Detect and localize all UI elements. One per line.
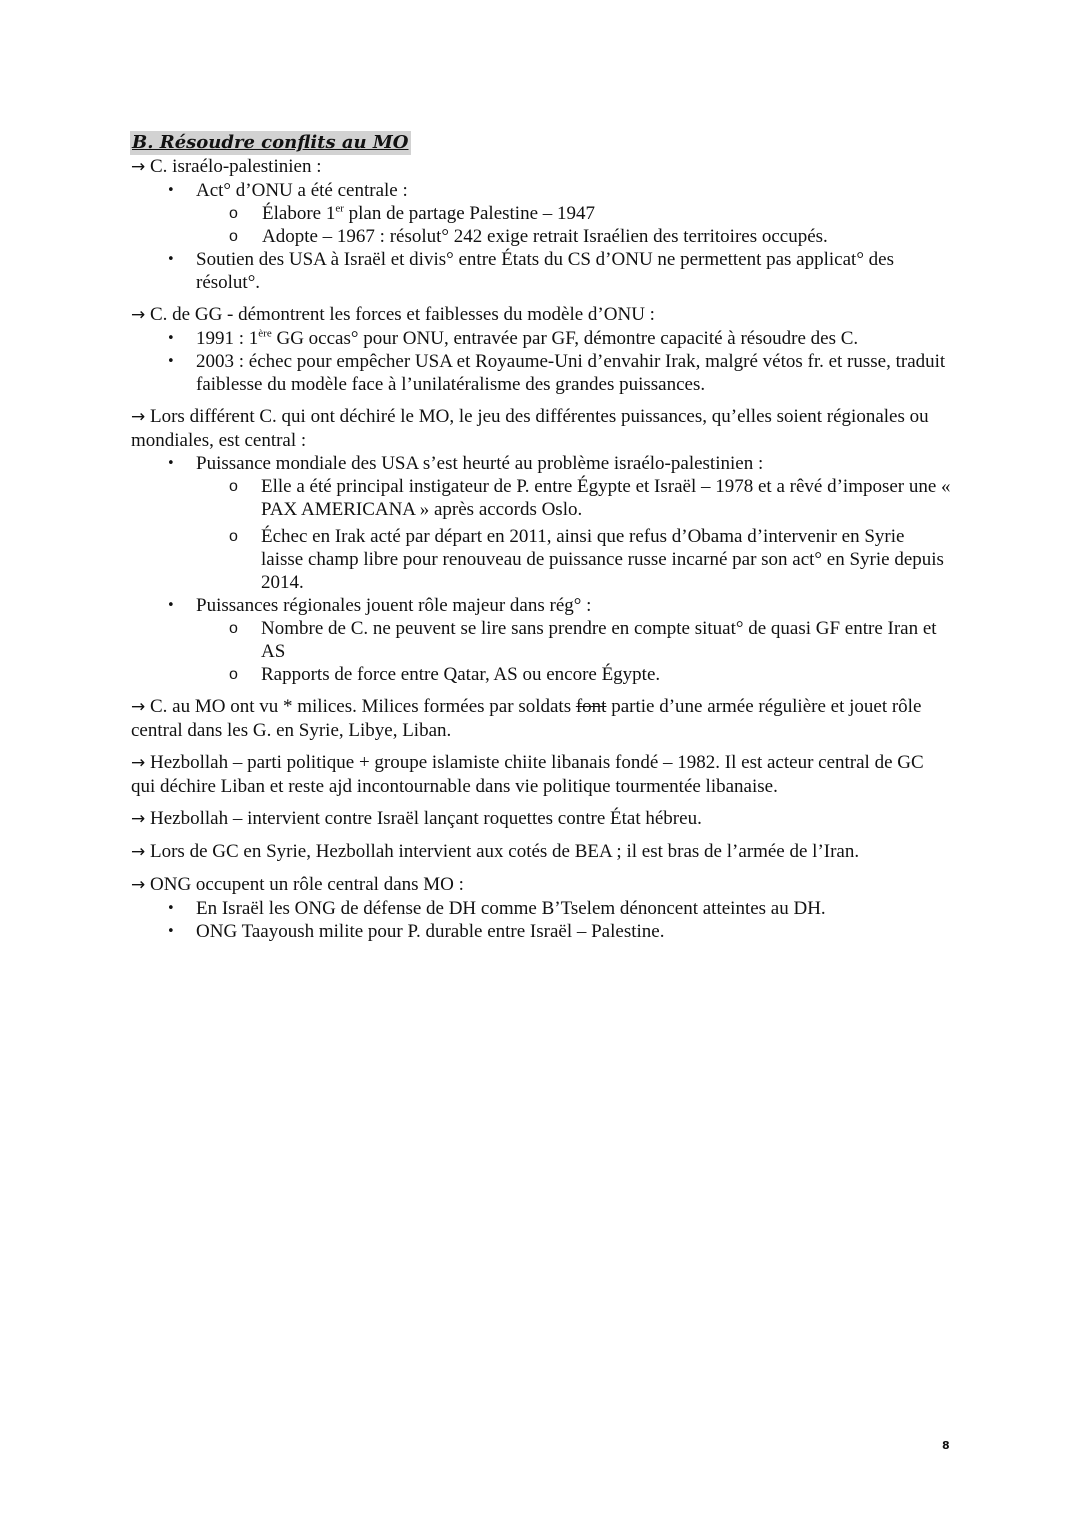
block-intro: → ONG occupent un rôle central dans MO :: [131, 874, 464, 895]
block-israeli-palestinian: [131, 155, 951, 294]
bullet-icon: •: [167, 331, 175, 346]
sub-bullet-icon: o: [229, 620, 238, 637]
sub-bullet-icon: o: [229, 205, 238, 222]
arrow-icon: →: [131, 157, 146, 177]
sub-list: [196, 617, 951, 686]
block-powers: [131, 405, 951, 686]
list-item: • Puissance mondiale des USA s’est heurté au problème israélo-palestinien : o Elle a été principal instigateur de P. entre Égypte et Israël – 1978 et a rêvé d’imposer une « PAX AMERICANA » après accords Oslo. o Échec en Irak acté par départ en 2011, ainsi que refus d’Obama d’intervenir en Syrie laisse champ libre pour renouveau de puissance russe incarné par son act° en Syrie depuis 2014.: [167, 453, 951, 593]
bullet-list: [131, 452, 951, 686]
sub-list-item: o Échec en Irak acté par départ en 2011, ainsi que refus d’Obama d’intervenir en Syrie laisse champ libre pour renouveau de puissance russe incarné par son act° en Syrie depuis 2014.: [229, 526, 944, 593]
bullet-icon: •: [167, 183, 175, 198]
sub-list-item: o Elle a été principal instigateur de P. entre Égypte et Israël – 1978 et a rêvé d’imposer une « PAX AMERICANA » après accords Oslo.: [229, 476, 951, 520]
block-militias: → C. au MO ont vu * milices. Milices formées par soldats font partie d’une armée régulière et jouet rôle central dans les G. en Syrie, Libye, Liban.: [131, 696, 922, 741]
sub-list-item: o Nombre de C. ne peuvent se lire sans prendre en compte situat° de quasi GF entre Iran et AS: [229, 618, 937, 662]
bullet-icon: •: [167, 924, 175, 939]
arrow-icon: →: [131, 697, 146, 717]
section-heading: B. Résoudre conflits au MO: [132, 132, 409, 153]
block-intro: → C. israélo-palestinien :: [131, 156, 322, 177]
arrow-icon: →: [131, 305, 146, 325]
block-hezbollah-syria: → Lors de GC en Syrie, Hezbollah intervient aux cotés de BEA ; il est bras de l’armée de l’Iran.: [131, 841, 860, 862]
section-heading-wrap: [131, 131, 951, 155]
list-item: • 2003 : échec pour empêcher USA et Royaume-Uni d’envahir Irak, malgré vétos fr. et russe, traduit faiblesse du modèle face à l’unilatéralisme des grandes puissances.: [167, 351, 946, 395]
block-gulf-wars: [131, 303, 951, 396]
struck-word: font: [575, 696, 607, 717]
sub-list-item: o Élabore 1er plan de partage Palestine – 1947: [229, 202, 596, 224]
block-hezbollah-israel: → Hezbollah – intervient contre Israël lançant roquettes contre État hébreu.: [131, 808, 702, 829]
bullet-icon: •: [167, 354, 175, 369]
list-item: • ONG Taayoush milite pour P. durable entre Israël – Palestine.: [167, 921, 665, 942]
block-hezbollah: → Hezbollah – parti politique + groupe islamiste chiite libanais fondé – 1982. Il est acteur central de GC qui déchire Liban et reste ajd incontournable dans vie politique tourmentée libanaise.: [131, 752, 924, 797]
bullet-icon: •: [167, 901, 175, 916]
list-item: • Puissances régionales jouent rôle majeur dans rég° : o Nombre de C. ne peuvent se lire sans prendre en compte situat° de quasi GF entre Iran et AS o Rapports de force entre Qatar, AS ou encore Égypte.: [131, 594, 951, 686]
bullet-list: [131, 327, 951, 396]
list-item: • Soutien des USA à Israël et divis° entre États du CS d’ONU ne permettent pas applicat° des résolut°.: [167, 249, 894, 293]
bullet-list: [131, 897, 951, 943]
block-ngos: [131, 873, 951, 943]
bullet-list: [131, 179, 951, 294]
sub-bullet-icon: o: [229, 478, 238, 495]
bullet-icon: •: [167, 252, 175, 267]
list-item: • 1991 : 1ère GG occas° pour ONU, entravée par GF, démontre capacité à résoudre des C.: [167, 327, 859, 349]
sub-list-item: o Rapports de force entre Qatar, AS ou encore Égypte.: [229, 664, 661, 685]
arrow-icon: →: [131, 407, 146, 427]
sub-bullet-icon: o: [229, 528, 238, 545]
block-intro: → Lors différent C. qui ont déchiré le MO, le jeu des différentes puissances, qu’elles soient régionales ou mondiales, est central :: [131, 406, 929, 451]
arrow-icon: →: [131, 875, 146, 895]
bullet-icon: •: [167, 598, 175, 613]
block-intro: → C. de GG - démontrent les forces et faiblesses du modèle d’ONU :: [131, 304, 655, 325]
sub-list: [196, 475, 951, 594]
list-item: • Act° d’ONU a été centrale : o Élabore 1er plan de partage Palestine – 1947 o Adopte – 1967 : résolut° 242 exige retrait Israélien des territoires occupés.: [131, 179, 951, 248]
sub-list: [196, 202, 951, 248]
sub-list-item: o Adopte – 1967 : résolut° 242 exige retrait Israélien des territoires occupés.: [229, 226, 828, 247]
sub-bullet-icon: o: [229, 228, 238, 245]
arrow-icon: →: [131, 809, 146, 829]
arrow-icon: →: [131, 842, 146, 862]
bullet-icon: •: [167, 456, 175, 471]
sub-bullet-icon: o: [229, 666, 238, 683]
document-body: [131, 131, 951, 943]
list-item: • En Israël les ONG de défense de DH comme B’Tselem dénoncent atteintes au DH.: [167, 898, 826, 919]
arrow-icon: →: [131, 753, 146, 773]
page-number: 8: [942, 1439, 950, 1452]
